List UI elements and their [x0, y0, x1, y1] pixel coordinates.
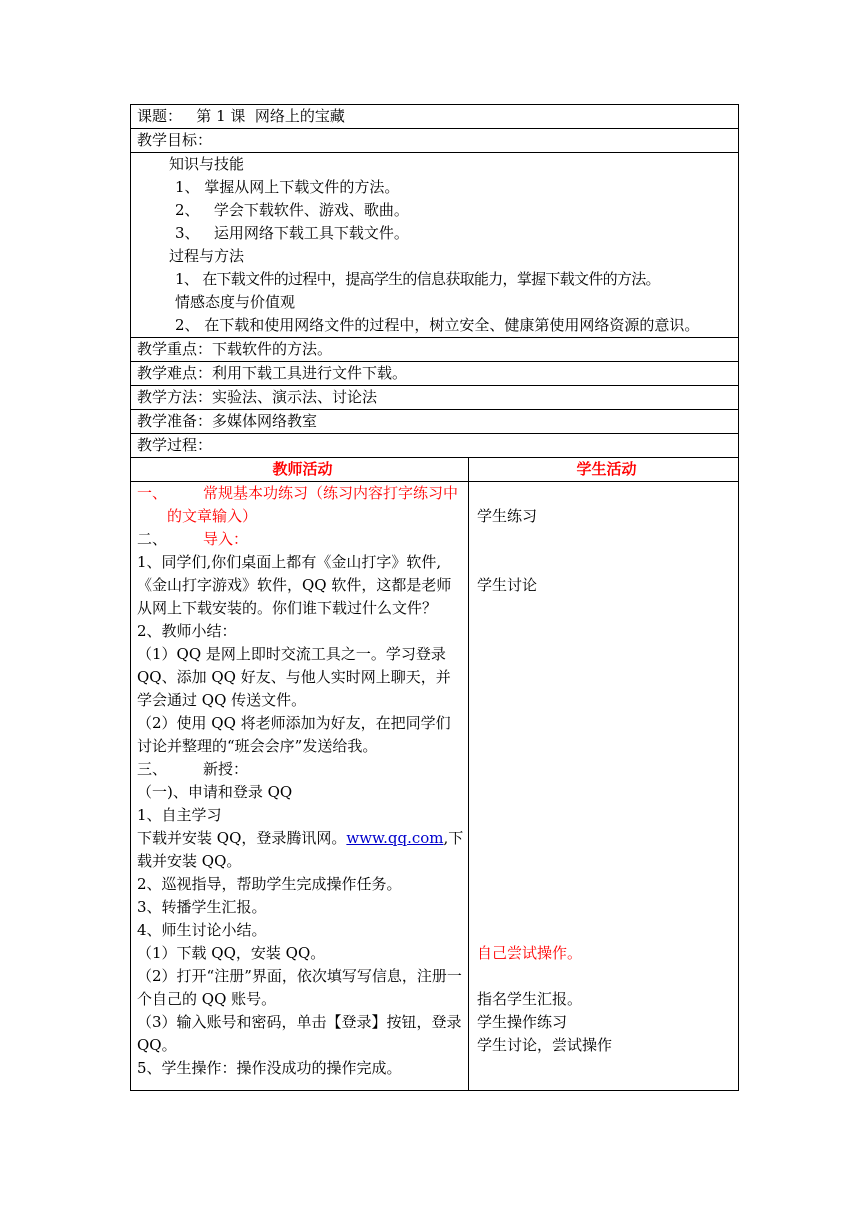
teacher-paragraph: 3、转播学生汇报。 — [137, 898, 267, 916]
teacher-activity-cell — [131, 482, 469, 1091]
difficulty-row — [131, 362, 739, 386]
teacher-paragraph: （1）下载 QQ，安装 QQ。 — [137, 944, 326, 962]
knowledge-item: 3、 运用网络下载工具下载文件。 — [175, 224, 409, 242]
student-activity: 学生练习 — [477, 507, 538, 525]
column-header-row — [131, 458, 739, 482]
download-text-tail: ,下载并安装 QQ。 — [137, 829, 464, 870]
process-label: 教学过程： — [137, 436, 213, 454]
key-point: 教学重点：下载软件的方法。 — [137, 340, 333, 358]
student-activity: 自己尝试操作。 — [477, 944, 583, 962]
teacher-paragraph: （3）输入账号和密码，单击【登录】按钮，登录 QQ。 — [137, 1013, 467, 1054]
student-activity: 学生讨论，尝试操作 — [477, 1036, 613, 1054]
qq-website-link[interactable]: www.qq.com — [346, 829, 444, 847]
section-one-number: 一、 — [137, 484, 168, 502]
section-three — [137, 758, 464, 781]
teacher-paragraph: （2）打开“注册”界面，依次填写写信息，注册一个自己的 QQ 账号。 — [137, 967, 462, 1008]
teacher-paragraph: （2）使用 QQ 将老师添加为好友，在把同学们讨论并整理的“班会会序”发送给我。 — [137, 714, 451, 755]
teacher-paragraph: 1、自主学习 — [137, 806, 222, 824]
preparation-row — [131, 410, 739, 434]
teacher-paragraph — [137, 827, 464, 873]
goals-row — [131, 153, 739, 338]
process-heading: 过程与方法 — [169, 247, 245, 265]
teaching-preparation: 教学准备：多媒体网络教室 — [137, 412, 318, 430]
emotion-item: 2、 在下载和使用网络文件的过程中，树立安全、健康第使用网络资源的意识。 — [175, 316, 700, 334]
difficulty: 教学难点：利用下载工具进行文件下载。 — [137, 364, 408, 382]
teacher-paragraph: 2、教师小结： — [137, 622, 237, 640]
section-one-text: 常规基本功练习（练习内容打字练习中的文章输入） — [167, 484, 459, 525]
student-activity: 学生讨论 — [477, 576, 538, 594]
activity-row — [131, 482, 739, 1091]
knowledge-item: 1、 掌握从网上下载文件的方法。 — [175, 178, 400, 196]
section-two — [137, 528, 464, 551]
teacher-paragraph: 2、巡视指导，帮助学生完成操作任务。 — [137, 875, 402, 893]
section-two-number: 二、 — [137, 530, 168, 548]
student-column-header: 学生活动 — [469, 458, 739, 482]
teacher-paragraph: （1）QQ 是网上即时交流工具之一。学习登录 QQ、添加 QQ 好友、与他人实时网上聊天，并学会通过 QQ 传送文件。 — [137, 645, 451, 709]
lesson-plan-table — [130, 104, 739, 1091]
goals-label: 教学目标： — [137, 131, 213, 149]
teacher-paragraph: （一)、申请和登录 QQ — [137, 783, 293, 801]
teaching-method: 教学方法：实验法、演示法、讨论法 — [137, 388, 378, 406]
teacher-paragraph: 4、师生讨论小结。 — [137, 921, 267, 939]
student-activity-cell — [469, 482, 739, 1091]
process-item: 1、 在下载文件的过程中，提高学生的信息获取能力，掌握下载文件的方法。 — [175, 270, 660, 288]
title-row — [131, 105, 739, 129]
emotion-heading: 情感态度与价值观 — [175, 293, 296, 311]
teacher-paragraph: 5、学生操作：操作没成功的操作完成。 — [137, 1059, 402, 1077]
knowledge-item: 2、 学会下载软件、游戏、歌曲。 — [175, 201, 409, 219]
teacher-column-header: 教师活动 — [131, 458, 469, 482]
teacher-paragraph: 1、同学们,你们桌面上都有《金山打字》软件,《金山打字游戏》软件，QQ 软件，这都是老师从网上下载安装的。你们谁下载过什么文件？ — [137, 553, 452, 617]
download-text: 下载并安装 QQ，登录腾讯网。 — [137, 829, 347, 847]
section-three-number: 三、 — [137, 760, 168, 778]
section-one — [137, 482, 464, 528]
student-activity: 指名学生汇报。 — [477, 990, 583, 1008]
method-row — [131, 386, 739, 410]
goals-label-row — [131, 129, 739, 153]
section-three-text: 新授： — [203, 760, 249, 778]
process-label-row — [131, 434, 739, 458]
section-two-text: 导入： — [203, 530, 249, 548]
knowledge-heading: 知识与技能 — [169, 155, 245, 173]
lesson-plan-document — [130, 104, 738, 1091]
key-point-row — [131, 338, 739, 362]
student-activity: 学生操作练习 — [477, 1013, 568, 1031]
lesson-title: 课题： 第 1 课 网络上的宝藏 — [137, 107, 345, 125]
